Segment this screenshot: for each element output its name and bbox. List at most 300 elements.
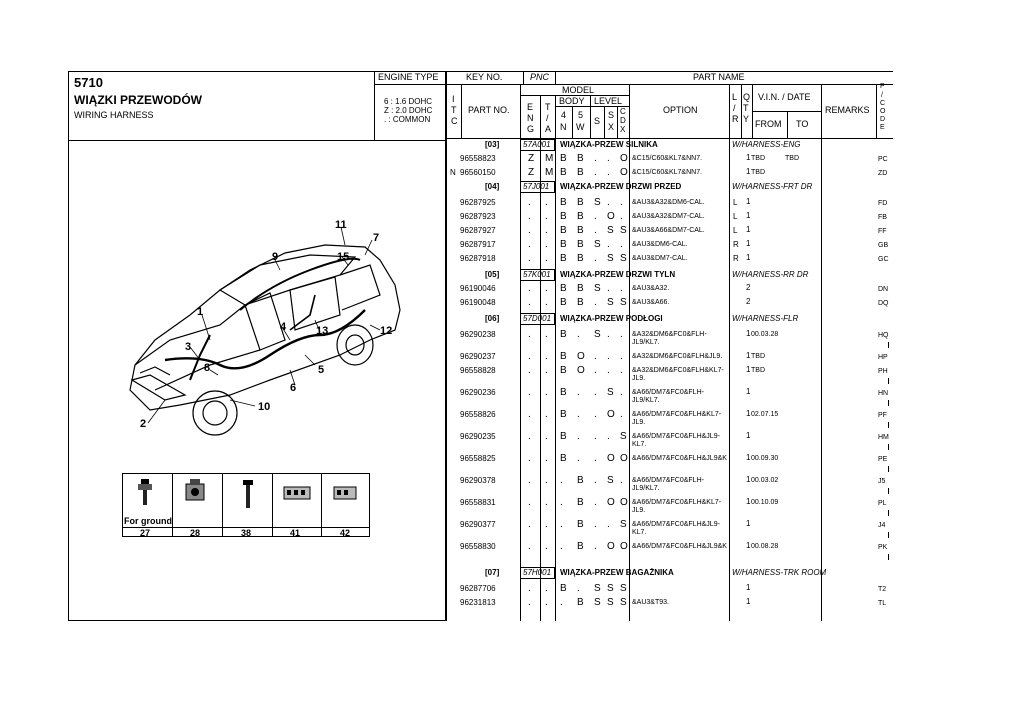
body-4-door: B xyxy=(560,297,567,308)
body-4-door: B xyxy=(560,329,567,340)
part-no: 96558828 xyxy=(460,366,496,375)
quantity: 1 xyxy=(746,409,751,418)
level-s: . xyxy=(594,475,597,486)
eng-code: . xyxy=(528,239,531,250)
group-name: WIĄZKA-PRZEW BAGAŻNIKA xyxy=(560,568,674,577)
part-no: 96190046 xyxy=(460,284,496,293)
fastener-number: 28 xyxy=(190,528,201,538)
level-sx: O xyxy=(607,211,615,222)
callout-label: 6 xyxy=(290,382,297,394)
body-4-door: B xyxy=(560,583,567,594)
p-code: PH xyxy=(878,368,888,375)
level-sx: O xyxy=(607,409,615,420)
body-4-door: . xyxy=(560,519,563,530)
level-s: . xyxy=(594,453,597,464)
col-part-no: PART NO. xyxy=(468,105,510,115)
level-cdx: . xyxy=(620,329,623,340)
level-sx: O xyxy=(607,453,615,464)
vin-from: 02.07.15 xyxy=(751,411,779,418)
quantity: 1 xyxy=(746,253,751,262)
continuation-bar xyxy=(888,510,889,516)
body-4-door: B xyxy=(560,387,567,398)
option-text: &AU3&A32&DM6-CAL. xyxy=(632,199,705,206)
ta-code: . xyxy=(545,197,548,208)
ta-code: . xyxy=(545,453,548,464)
callout-label: 8 xyxy=(204,362,211,374)
callout-label: 7 xyxy=(373,232,380,244)
continuation-bar xyxy=(888,342,889,348)
level-sx: . xyxy=(607,283,610,294)
quantity: 1 xyxy=(746,225,751,234)
option-text: &C15/C60&KL7&NN7. xyxy=(632,169,703,176)
group-key: [06] xyxy=(485,314,500,323)
quantity: 1 xyxy=(746,583,751,592)
callout-label: 12 xyxy=(380,325,393,337)
level-s: . xyxy=(594,253,597,264)
level-s: . xyxy=(594,431,597,442)
continuation-bar xyxy=(888,422,889,428)
body-5-door: . xyxy=(577,583,580,594)
callout-label: 15 xyxy=(337,251,350,263)
option-text: &A32&DM6&FC0&FLH&KL7- xyxy=(632,367,724,374)
quantity: 1 xyxy=(746,431,751,440)
level-s: S xyxy=(594,239,601,250)
col-option: OPTION xyxy=(663,105,698,115)
level-cdx: S xyxy=(620,431,627,442)
part-no: 96290378 xyxy=(460,476,496,485)
quantity: 1 xyxy=(746,239,751,248)
option-text: &A66/DM7&FC0&FLH&KL7- xyxy=(632,411,722,418)
level-s: . xyxy=(594,497,597,508)
continuation-bar xyxy=(888,466,889,472)
part-no: 96287917 xyxy=(460,240,496,249)
lr-side: L xyxy=(733,212,738,221)
level-sx: S xyxy=(607,475,614,486)
level-s: S xyxy=(594,583,601,594)
engine-line: . : COMMON xyxy=(384,115,431,124)
body-5-door: . xyxy=(577,453,580,464)
p-code: PE xyxy=(878,456,888,463)
p-code: HP xyxy=(878,354,888,361)
option-text: &A66/DM7&FC0&FLH&KL7- xyxy=(632,499,722,506)
level-s: S xyxy=(594,329,601,340)
ta-code: . xyxy=(545,387,548,398)
p-code: J5 xyxy=(878,478,886,485)
body-5-door: B xyxy=(577,153,584,164)
group-pnc: 57J001 xyxy=(523,182,550,191)
option-text: &A66/DM7&FC0&FLH&JL9&K xyxy=(632,455,727,462)
part-no: 96290377 xyxy=(460,520,496,529)
body-5-door: B xyxy=(577,497,584,508)
part-no: 96290236 xyxy=(460,388,496,397)
eng-code: Z xyxy=(528,167,535,178)
level-cdx: . xyxy=(620,365,623,376)
callout-label: 1 xyxy=(197,306,204,318)
callout-label: 10 xyxy=(258,401,271,413)
quantity: 1 xyxy=(746,167,751,176)
level-s: . xyxy=(594,519,597,530)
body-5-door: B xyxy=(577,253,584,264)
eng-code: . xyxy=(528,351,531,362)
level-sx: S xyxy=(607,225,614,236)
continuation-bar xyxy=(888,378,889,384)
level-s: . xyxy=(594,541,597,552)
eng-code: . xyxy=(528,519,531,530)
quantity: 1 xyxy=(746,453,751,462)
quantity: 1 xyxy=(746,475,751,484)
level-cdx: . xyxy=(620,283,623,294)
body-4-door: . xyxy=(560,475,563,486)
ta-code: . xyxy=(545,351,548,362)
ta-code: . xyxy=(545,225,548,236)
body-4-door: B xyxy=(560,253,567,264)
ta-code: M xyxy=(545,167,554,178)
quantity: 1 xyxy=(746,153,751,162)
ta-code: . xyxy=(545,283,548,294)
level-sx: S xyxy=(607,387,614,398)
itc-flag: N xyxy=(450,168,456,177)
option-text: &AU3&A32. xyxy=(632,285,670,292)
col-pnc: PNC xyxy=(530,72,550,82)
option-text: &A66/DM7&FC0&FLH- xyxy=(632,389,704,396)
level-s: . xyxy=(594,365,597,376)
body-4-door: B xyxy=(560,431,567,442)
level-cdx: S xyxy=(620,597,627,608)
lr-side: R xyxy=(733,254,739,263)
quantity: 1 xyxy=(746,351,751,360)
body-5-door: B xyxy=(577,519,584,530)
continuation-bar xyxy=(888,444,889,450)
eng-code: . xyxy=(528,583,531,594)
p-code: PK xyxy=(878,544,888,551)
eng-code: . xyxy=(528,365,531,376)
body-4-door: B xyxy=(560,453,567,464)
vin-to: TBD xyxy=(785,155,799,162)
level-sx: . xyxy=(607,167,610,178)
ta-code: . xyxy=(545,329,548,340)
col-remarks: REMARKS xyxy=(825,105,870,115)
ta-code: . xyxy=(545,297,548,308)
fastener-number: 41 xyxy=(290,528,301,538)
ta-code: . xyxy=(545,365,548,376)
part-no: 96558830 xyxy=(460,542,496,551)
option-text: &AU3&T93. xyxy=(632,599,669,606)
option-text: JL9. xyxy=(632,507,646,514)
level-sx: . xyxy=(607,239,610,250)
level-s: . xyxy=(594,153,597,164)
level-s: . xyxy=(594,225,597,236)
vin-from: 00.10.09 xyxy=(751,499,779,506)
option-text: &A32&DM6&FC0&FLH- xyxy=(632,331,707,338)
option-text: &A32&DM6&FC0&FLH&JL9. xyxy=(632,353,723,360)
level-cdx: . xyxy=(620,409,623,420)
p-code: TL xyxy=(878,600,887,607)
part-no: 96290238 xyxy=(460,330,496,339)
fastener-number: 42 xyxy=(340,528,351,538)
eng-code: . xyxy=(528,409,531,420)
p-code: FF xyxy=(878,228,887,235)
body-5-door: B xyxy=(577,597,584,608)
eng-code: . xyxy=(528,225,531,236)
p-code: FD xyxy=(878,200,888,207)
quantity: 1 xyxy=(746,329,751,338)
p-code: PL xyxy=(878,500,887,507)
body-4-door: B xyxy=(560,153,567,164)
option-text: JL9. xyxy=(632,375,646,382)
option-text: JL9/KL7. xyxy=(632,339,660,346)
ta-code: . xyxy=(545,239,548,250)
body-4-door: B xyxy=(560,365,567,376)
ta-code: . xyxy=(545,497,548,508)
engine-line: 6 : 1.6 DOHC xyxy=(384,97,433,106)
level-s: . xyxy=(594,409,597,420)
body-4-door: . xyxy=(560,497,563,508)
eng-code: . xyxy=(528,297,531,308)
continuation-bar xyxy=(888,532,889,538)
quantity: 1 xyxy=(746,541,751,550)
body-5-door: B xyxy=(577,283,584,294)
ta-code: . xyxy=(545,409,548,420)
p-code: DN xyxy=(878,286,889,293)
body-5-door: . xyxy=(577,387,580,398)
level-s: . xyxy=(594,211,597,222)
option-text: &AU3&A66&DM7-CAL. xyxy=(632,227,705,234)
eng-code: Z xyxy=(528,153,535,164)
vin-from: 00.08.28 xyxy=(751,543,779,550)
eng-code: . xyxy=(528,211,531,222)
body-4-door: . xyxy=(560,541,563,552)
eng-code: . xyxy=(528,387,531,398)
group-key: [03] xyxy=(485,140,500,149)
option-text: &A66/DM7&FC0&FLH&JL9- xyxy=(632,521,720,528)
page-title: WIĄZKI PRZEWODÓW xyxy=(74,93,202,107)
level-sx: . xyxy=(607,431,610,442)
part-no: 96287918 xyxy=(460,254,496,263)
level-cdx: S xyxy=(620,297,627,308)
quantity: 1 xyxy=(746,365,751,374)
ta-code: . xyxy=(545,519,548,530)
part-no: 96287706 xyxy=(460,584,496,593)
body-4-door: B xyxy=(560,225,567,236)
body-5-door: O xyxy=(577,365,585,376)
level-cdx: . xyxy=(620,351,623,362)
eng-code: . xyxy=(528,253,531,264)
part-no: 96290235 xyxy=(460,432,496,441)
level-sx: . xyxy=(607,365,610,376)
level-cdx: S xyxy=(620,583,627,594)
part-no: 96287925 xyxy=(460,198,496,207)
p-code: ZD xyxy=(878,170,888,177)
body-4-door: B xyxy=(560,239,567,250)
group-eng-name: W/HARNESS-ENG xyxy=(732,140,801,149)
ta-code: . xyxy=(545,583,548,594)
body-5-door: O xyxy=(577,351,585,362)
part-no: 96287927 xyxy=(460,226,496,235)
option-text: KL7. xyxy=(632,441,647,448)
group-key: [04] xyxy=(485,182,500,191)
level-sx: . xyxy=(607,153,610,164)
level-cdx: S xyxy=(620,225,627,236)
level-cdx: O xyxy=(620,153,628,164)
quantity: 1 xyxy=(746,519,751,528)
level-cdx: . xyxy=(620,239,623,250)
lr-side: L xyxy=(733,226,738,235)
body-5-door: B xyxy=(577,541,584,552)
level-s: . xyxy=(594,387,597,398)
body-5-door: . xyxy=(577,409,580,420)
continuation-bar xyxy=(888,400,889,406)
p-code: HN xyxy=(878,390,889,397)
level-sx: . xyxy=(607,519,610,530)
group-pnc: 57A001 xyxy=(523,140,551,149)
body-5-door: B xyxy=(577,211,584,222)
level-cdx: . xyxy=(620,197,623,208)
page-code: 5710 xyxy=(74,75,103,90)
option-text: &AU3&DM7-CAL. xyxy=(632,255,688,262)
body-4-door: B xyxy=(560,197,567,208)
vin-from: 00.03.28 xyxy=(751,331,779,338)
vin-from: TBD xyxy=(751,169,765,176)
eng-code: . xyxy=(528,431,531,442)
level-cdx: S xyxy=(620,519,627,530)
continuation-bar xyxy=(888,488,889,494)
for-ground-label: For ground xyxy=(124,516,172,526)
quantity: 1 xyxy=(746,197,751,206)
level-cdx: S xyxy=(620,253,627,264)
eng-code: . xyxy=(528,283,531,294)
ta-code: . xyxy=(545,431,548,442)
group-key: [05] xyxy=(485,270,500,279)
body-4-door: . xyxy=(560,597,563,608)
col-key-no: KEY NO. xyxy=(466,72,503,82)
group-name: WIĄZKA-PRZEW DRZWI PRZED xyxy=(560,182,682,191)
ta-code: . xyxy=(545,475,548,486)
eng-code: . xyxy=(528,453,531,464)
level-sx: S xyxy=(607,583,614,594)
level-s: . xyxy=(594,167,597,178)
p-code: PC xyxy=(878,156,888,163)
option-text: JL9/KL7. xyxy=(632,485,660,492)
option-text: &AU3&A32&DM7-CAL. xyxy=(632,213,705,220)
level-s: . xyxy=(594,351,597,362)
engine-type-label: ENGINE TYPE xyxy=(378,72,439,82)
eng-code: . xyxy=(528,475,531,486)
option-text: JL9/KL7. xyxy=(632,397,660,404)
callout-label: 9 xyxy=(272,251,279,263)
part-no: 96287923 xyxy=(460,212,496,221)
option-text: KL7. xyxy=(632,529,647,536)
level-cdx: . xyxy=(620,387,623,398)
p-code: J4 xyxy=(878,522,886,529)
level-cdx: . xyxy=(620,211,623,222)
p-code: GB xyxy=(878,242,889,249)
part-no: 96231813 xyxy=(460,598,496,607)
level-sx: . xyxy=(607,351,610,362)
body-5-door: . xyxy=(577,329,580,340)
quantity: 1 xyxy=(746,597,751,606)
col-part-name: PART NAME xyxy=(693,72,745,82)
eng-code: . xyxy=(528,197,531,208)
callout-label: 13 xyxy=(316,325,329,337)
p-code: HQ xyxy=(878,332,889,339)
group-eng-name: W/HARNESS-TRK ROOM xyxy=(732,568,827,577)
body-4-door: B xyxy=(560,409,567,420)
eng-code: . xyxy=(528,329,531,340)
quantity: 1 xyxy=(746,211,751,220)
body-4-door: B xyxy=(560,351,567,362)
part-no: 96290237 xyxy=(460,352,496,361)
body-5-door: B xyxy=(577,225,584,236)
part-no: 96560150 xyxy=(460,168,496,177)
level-sx: S xyxy=(607,597,614,608)
p-code: FB xyxy=(878,214,887,221)
lr-side: L xyxy=(733,198,738,207)
body-5-door: . xyxy=(577,431,580,442)
callout-label: 3 xyxy=(185,341,192,353)
p-code: T2 xyxy=(878,586,887,593)
level-sx: S xyxy=(607,253,614,264)
eng-code: . xyxy=(528,597,531,608)
group-pnc: 57D001 xyxy=(523,314,552,323)
level-cdx: O xyxy=(620,497,628,508)
col-vin-date: V.I.N. / DATE xyxy=(758,92,811,102)
part-no: 96558831 xyxy=(460,498,496,507)
callout-label: 4 xyxy=(280,321,287,333)
level-cdx: O xyxy=(620,453,628,464)
quantity: 1 xyxy=(746,497,751,506)
part-no: 96190048 xyxy=(460,298,496,307)
option-text: &AU3&A66. xyxy=(632,299,670,306)
lr-side: R xyxy=(733,240,739,249)
group-name: WIĄZKA-PRZEW PODŁOGI xyxy=(560,314,663,323)
body-5-door: B xyxy=(577,197,584,208)
ta-code: M xyxy=(545,153,554,164)
group-eng-name: W/HARNESS-FLR xyxy=(732,314,799,323)
level-s: S xyxy=(594,197,601,208)
level-sx: . xyxy=(607,197,610,208)
vin-from: TBD xyxy=(751,367,765,374)
callout-label: 2 xyxy=(140,418,147,430)
body-5-door: B xyxy=(577,167,584,178)
group-name: WIĄZKA-PRZEW SILNIKA xyxy=(560,140,658,149)
body-4-door: B xyxy=(560,211,567,222)
continuation-bar xyxy=(888,554,889,560)
col-model: MODEL xyxy=(562,85,595,95)
eng-code: . xyxy=(528,541,531,552)
body-4-door: B xyxy=(560,283,567,294)
p-code: PF xyxy=(878,412,887,419)
group-key: [07] xyxy=(485,568,500,577)
group-name: WIĄZKA-PRZEW DRZWI TYLN xyxy=(560,270,676,279)
body-4-door: B xyxy=(560,167,567,178)
level-s: S xyxy=(594,597,601,608)
group-pnc: 57H001 xyxy=(523,568,552,577)
fastener-number: 38 xyxy=(241,528,252,538)
vin-from: TBD xyxy=(751,353,765,360)
level-cdx: . xyxy=(620,475,623,486)
group-eng-name: W/HARNESS-RR DR xyxy=(732,270,809,279)
ta-code: . xyxy=(545,541,548,552)
engine-line: Z : 2.0 DOHC xyxy=(384,106,433,115)
level-s: . xyxy=(594,297,597,308)
quantity: 2 xyxy=(746,283,751,292)
option-text: &AU3&DM6-CAL. xyxy=(632,241,688,248)
option-text: &C15/C60&KL7&NN7. xyxy=(632,155,703,162)
callout-label: 5 xyxy=(318,364,325,376)
fastener-number: 27 xyxy=(140,528,151,538)
level-sx: O xyxy=(607,497,615,508)
option-text: JL9. xyxy=(632,419,646,426)
